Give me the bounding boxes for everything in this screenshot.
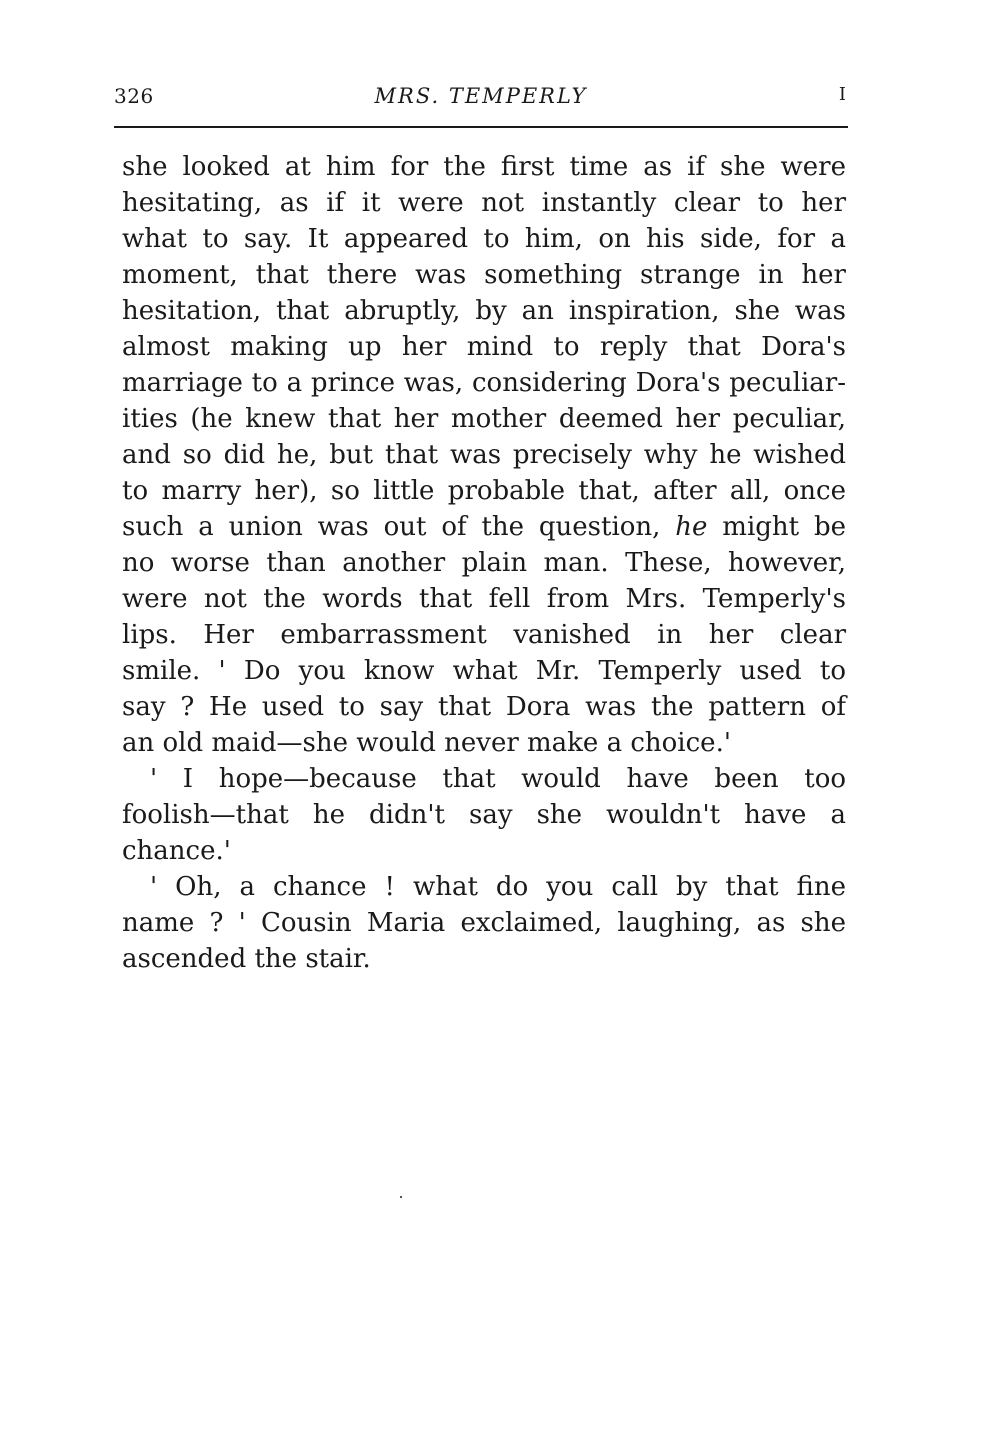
text-line: smile. ' Do you know what Mr. Temperly used to (122, 656, 846, 686)
text-line: almost making up her mind to reply that Dora's (122, 332, 846, 362)
text-segment: might be (722, 512, 846, 542)
text-line: ities (he knew that her mother deemed her peculiar, (122, 404, 846, 434)
text-line: marriage to a prince was, considering Dora's peculiar- (122, 368, 846, 398)
text-line: an old maid—she would never make a choice.' (122, 728, 731, 758)
text-line: name ? ' Cousin Maria exclaimed, laughing, as she (122, 908, 846, 938)
text-line: say ? He used to say that Dora was the pattern of (122, 692, 846, 722)
text-line: lips. Her embarrassment vanished in her clear (122, 620, 846, 650)
emphasis-word: he (675, 512, 708, 542)
body-text (122, 149, 846, 977)
text-line: no worse than another plain man. These, however, (122, 548, 846, 578)
text-line: hesitating, as if it were not instantly clear to her (122, 188, 846, 218)
text-line: hesitation, that abruptly, by an inspiration, she was (122, 296, 846, 326)
running-title: MRS. TEMPERLY (374, 84, 588, 108)
text-line-with-emphasis (122, 509, 846, 545)
text-line: she looked at him for the first time as if she were (122, 152, 846, 182)
text-segment: such a union was out of the question, (122, 512, 661, 542)
running-head (114, 84, 848, 120)
text-line: and so did he, but that was precisely why he wished (122, 440, 846, 470)
text-line: to marry her), so little probable that, after all, once (122, 476, 846, 506)
header-rule (114, 126, 848, 128)
signature-mark: I (838, 84, 846, 105)
text-line: moment, that there was something strange in her (122, 260, 846, 290)
scan-speck (400, 1196, 402, 1198)
page-number: 326 (114, 84, 154, 108)
text-line: ascended the stair. (122, 944, 371, 974)
text-line: chance.' (122, 836, 231, 866)
text-line: what to say. It appeared to him, on his side, for a (122, 224, 846, 254)
text-line: were not the words that fell from Mrs. Temperly's (122, 584, 846, 614)
text-line: ' Oh, a chance ! what do you call by that fine (150, 872, 846, 902)
text-line: foolish—that he didn't say she wouldn't have a (122, 800, 846, 830)
text-line: ' I hope—because that would have been too (150, 764, 846, 794)
